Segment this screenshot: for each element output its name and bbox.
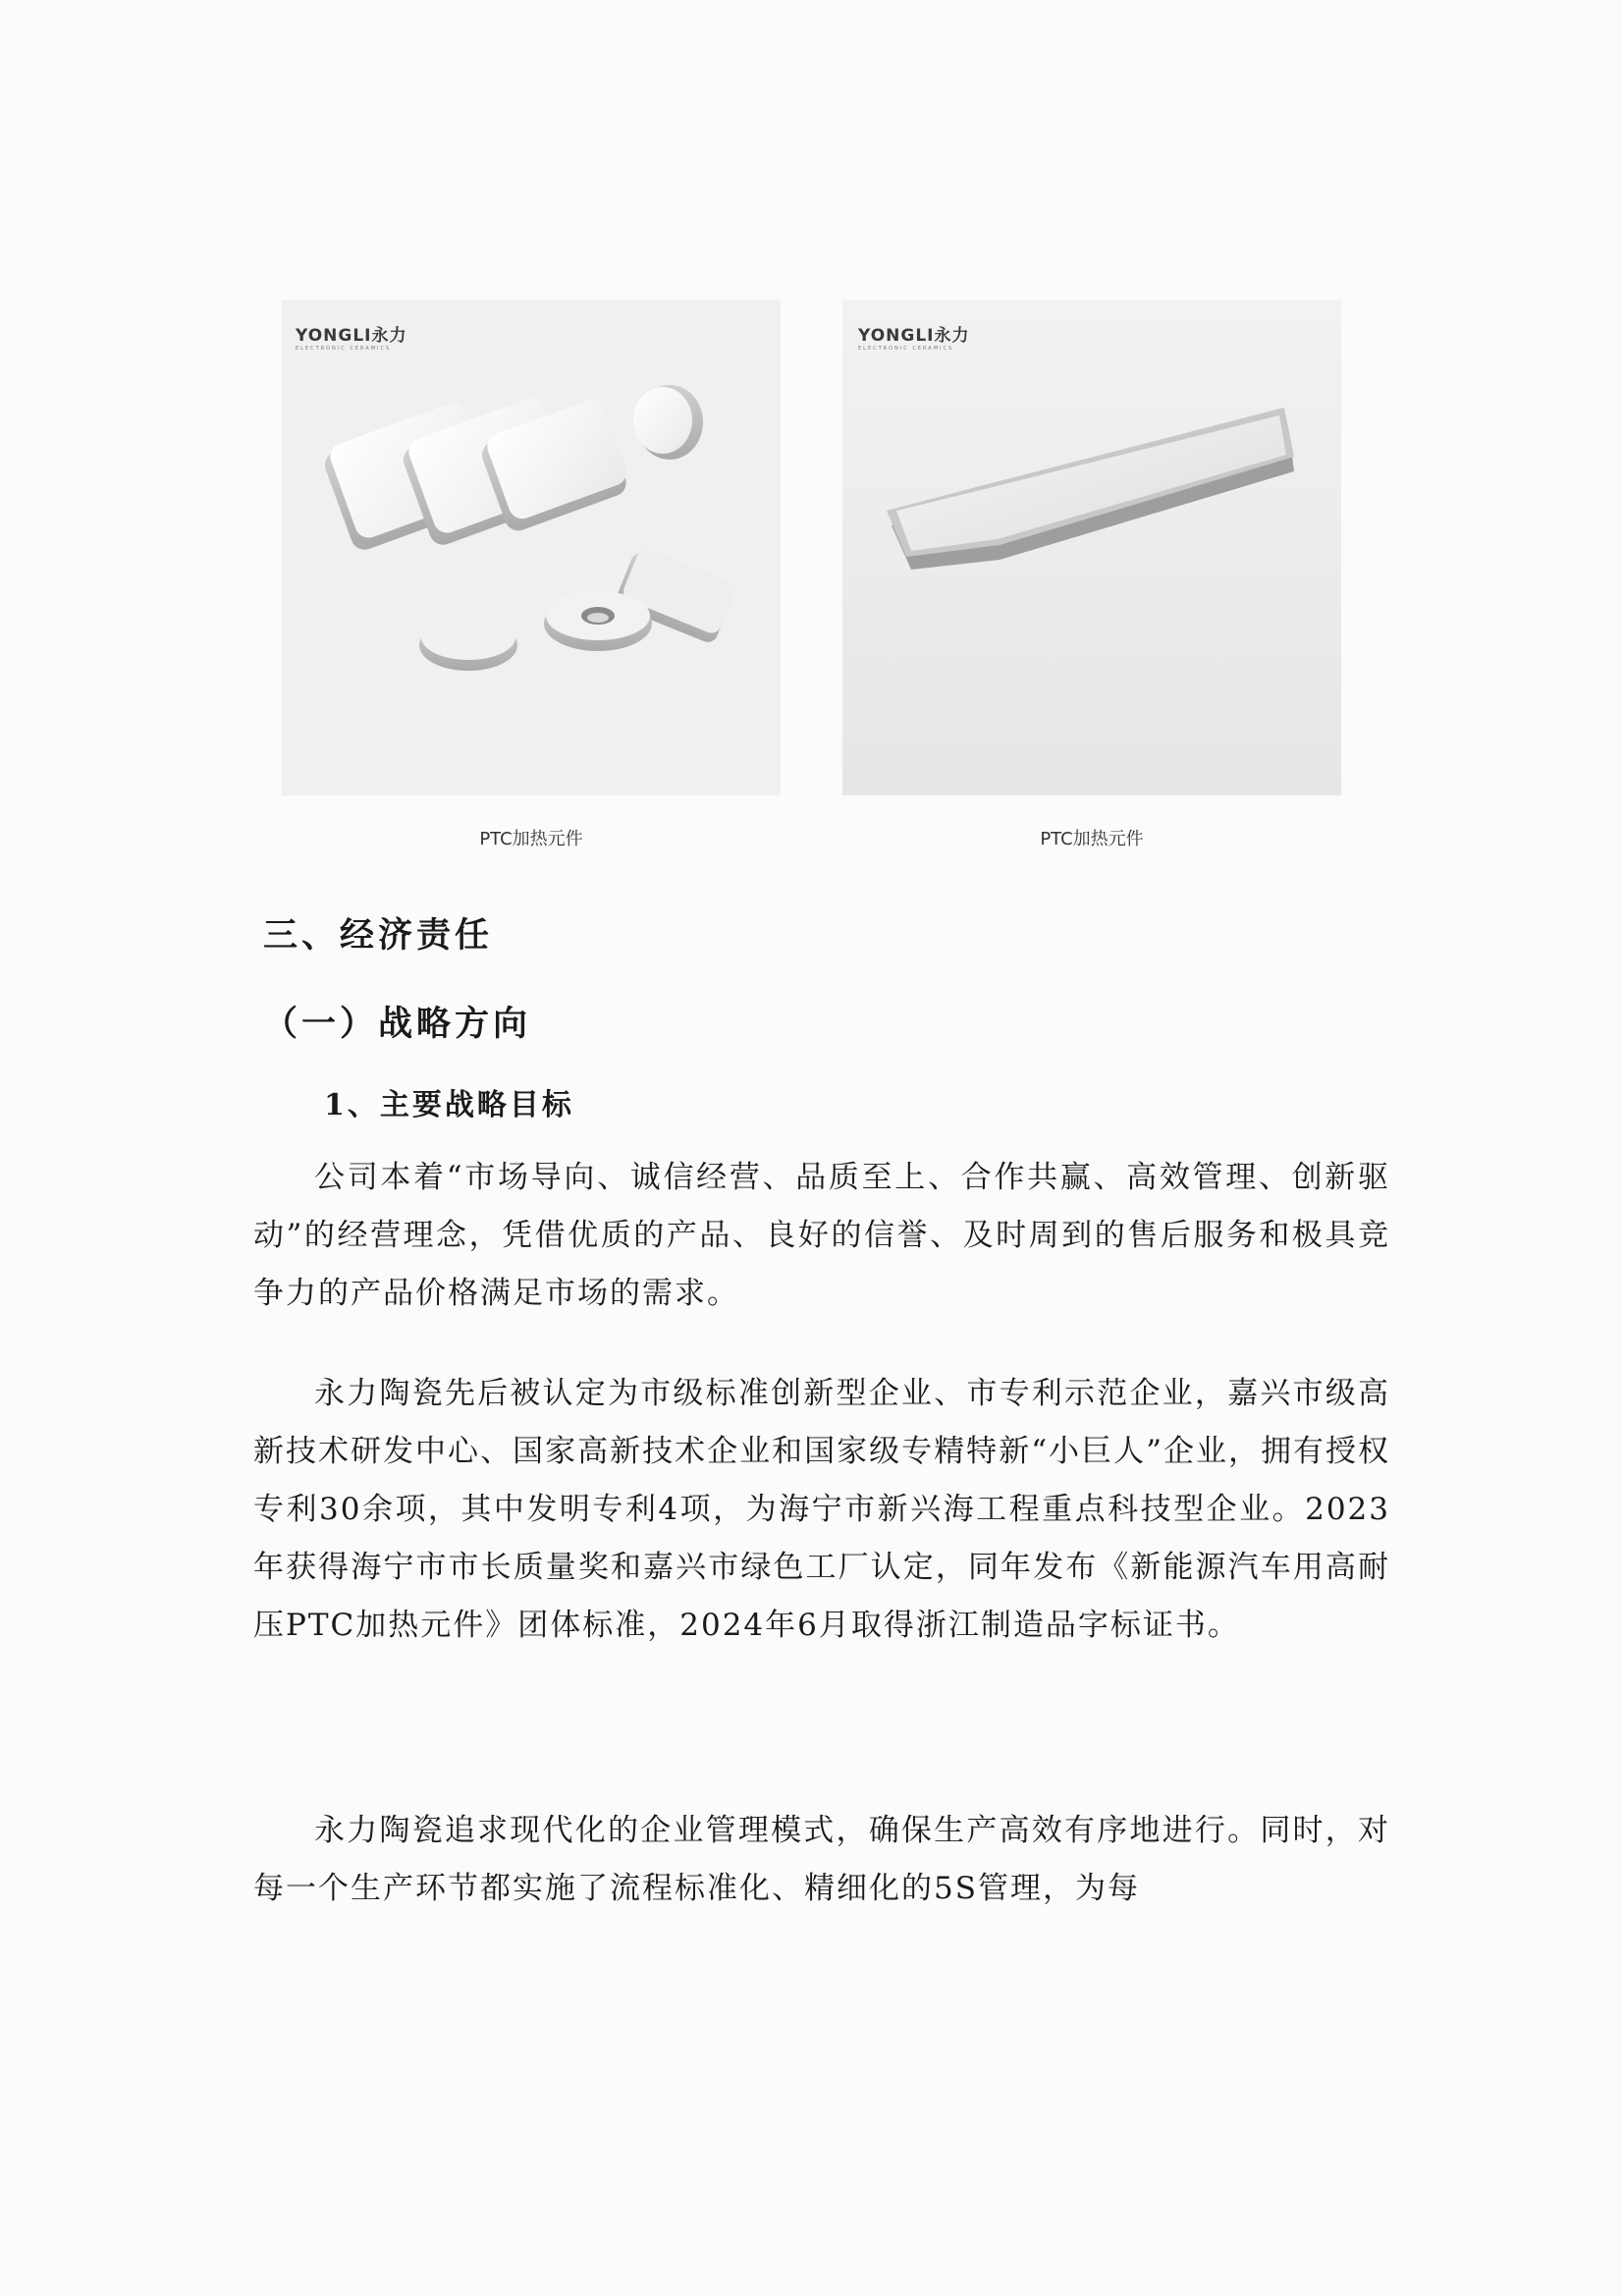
paragraph: 永力陶瓷追求现代化的企业管理模式，确保生产高效有序地进行。同时，对每一个生产环节都实施了流程标准化、精细化的5S管理，为每: [253, 1813, 1390, 1906]
ptc-plate-illustration: [842, 300, 1341, 795]
subsection-title: （一）战略方向: [263, 1004, 532, 1044]
ptc-elements-illustration: [282, 300, 781, 795]
section-title: 三、经济责任: [263, 915, 494, 956]
item-title: 1、主要战略目标: [324, 1088, 574, 1122]
figure-caption: PTC加热元件: [479, 829, 583, 849]
product-photo-right: [842, 300, 1341, 795]
paragraph: 永力陶瓷先后被认定为市级标准创新型企业、市专利示范企业，嘉兴市级高新技术研发中心、国家高新技术企业和国家级专精特新“小巨人”企业，拥有授权专利30余项，其中发明专利4项，为海宁市新兴海工程重点科技型企业。2023年获得海宁市市长质量奖和嘉兴市绿色工厂认定，同年发布《新能源汽车用高耐压PTC加热元件》团体标准，2024年6月取得浙江制造品字标证书。: [253, 1376, 1390, 1643]
brand-logo: YONGLI永力 ELECTRONIC CERAMICS: [296, 326, 407, 352]
product-photo-left: [282, 300, 781, 795]
figure-caption: PTC加热元件: [1040, 829, 1144, 849]
paragraph: 公司本着“市场导向、诚信经营、品质至上、合作共赢、高效管理、创新驱动”的经营理念，凭借优质的产品、良好的信誉、及时周到的售后服务和极具竞争力的产品价格满足市场的需求。: [253, 1160, 1390, 1311]
brand-logo: YONGLI永力 ELECTRONIC CERAMICS: [858, 326, 970, 352]
